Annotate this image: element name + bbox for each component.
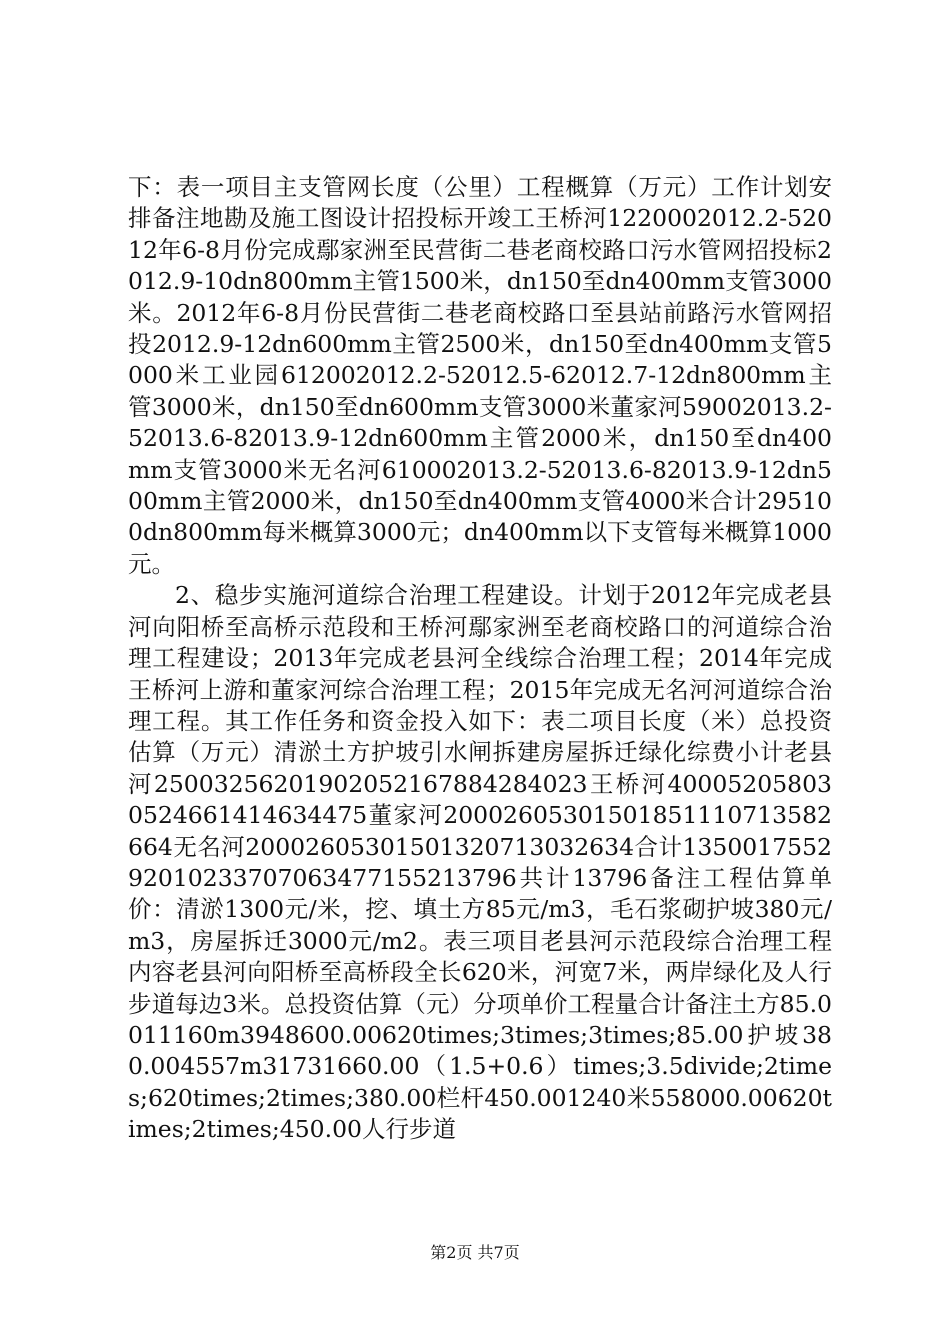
page-footer: 第2页 共7页 xyxy=(430,1243,520,1262)
paragraph-river-treatment: 2、稳步实施河道综合治理工程建设。计划于2012年完成老县河向阳桥至高桥示范段和王桥河鄢家洲至老商校路口的河道综合治理工程建设；2013年完成老县河全线综合治理工程；2014年完成王桥河上游和董家河综合治理工程；2015年完成无名河河道综合治理工程。其工作任务和资金投入如下：表二项目长度（米）总投资估算（万元）清淤土方护坡引水闸拆建房屋拆迁绿化综费小计老县河2500325620190205216788428402​3王桥河40005205803052466141463447​5董家河20002605301501851110713582664无名河20002605301501320713032634合计135001755292010233707063477155213796共计13796备注工程估算单价：清淤1300元/米，挖、填土方85元/m3，毛石浆砌护坡380元/m3，房屋拆迁3000元/m2。表三项目老县河示范段综合治理工程内容老县河向阳桥至高桥段全长620米，河宽7米，两岸绿化及人行步道每边3米。总投资估算（元）分项单价工程量合计备注土方85.0011160m3948600.00620times;3times;3times;85.00护坡380.004557m31731660.00（1.5+0.6）times;3.5divide;2times;620times;2times;380.00栏杆450.001240米558000.00620times;2times;450.00人行步道 xyxy=(128,581,832,1144)
paragraph-table-one-text: 下：表一项目主支管网长度（公里）工程概算（万元）工作计划安排备注地勘及施工图设计招投标开竣工王桥河1220002012.2-52012年6-8月份完成鄢家洲至民营街二巷老商校路口污水管网招投标2012.9-10dn800mm主管1500米，dn150至dn400mm支管3000米。2012年6-8月份民营街二巷老商校路口至县站前路污水管网招投2012.9-12dn600mm主管2500米，dn150至dn400mm支管5000米工业园612002012.2-52012.5-62012.7-12dn800mm主管3000米，dn150至dn600mm支管3000米董家河59002013.2-52013.6-82013.9-12dn600mm主管2000米，dn150至dn400mm支管3000米无名河610002013.2-52013.6-82013.9-12dn500mm主管2000米，dn150至dn400mm支管4000米合计295100dn800mm每米概算3000元；dn400mm以下支管每米概算1000元。 xyxy=(128,173,832,578)
document-body xyxy=(128,172,832,1146)
